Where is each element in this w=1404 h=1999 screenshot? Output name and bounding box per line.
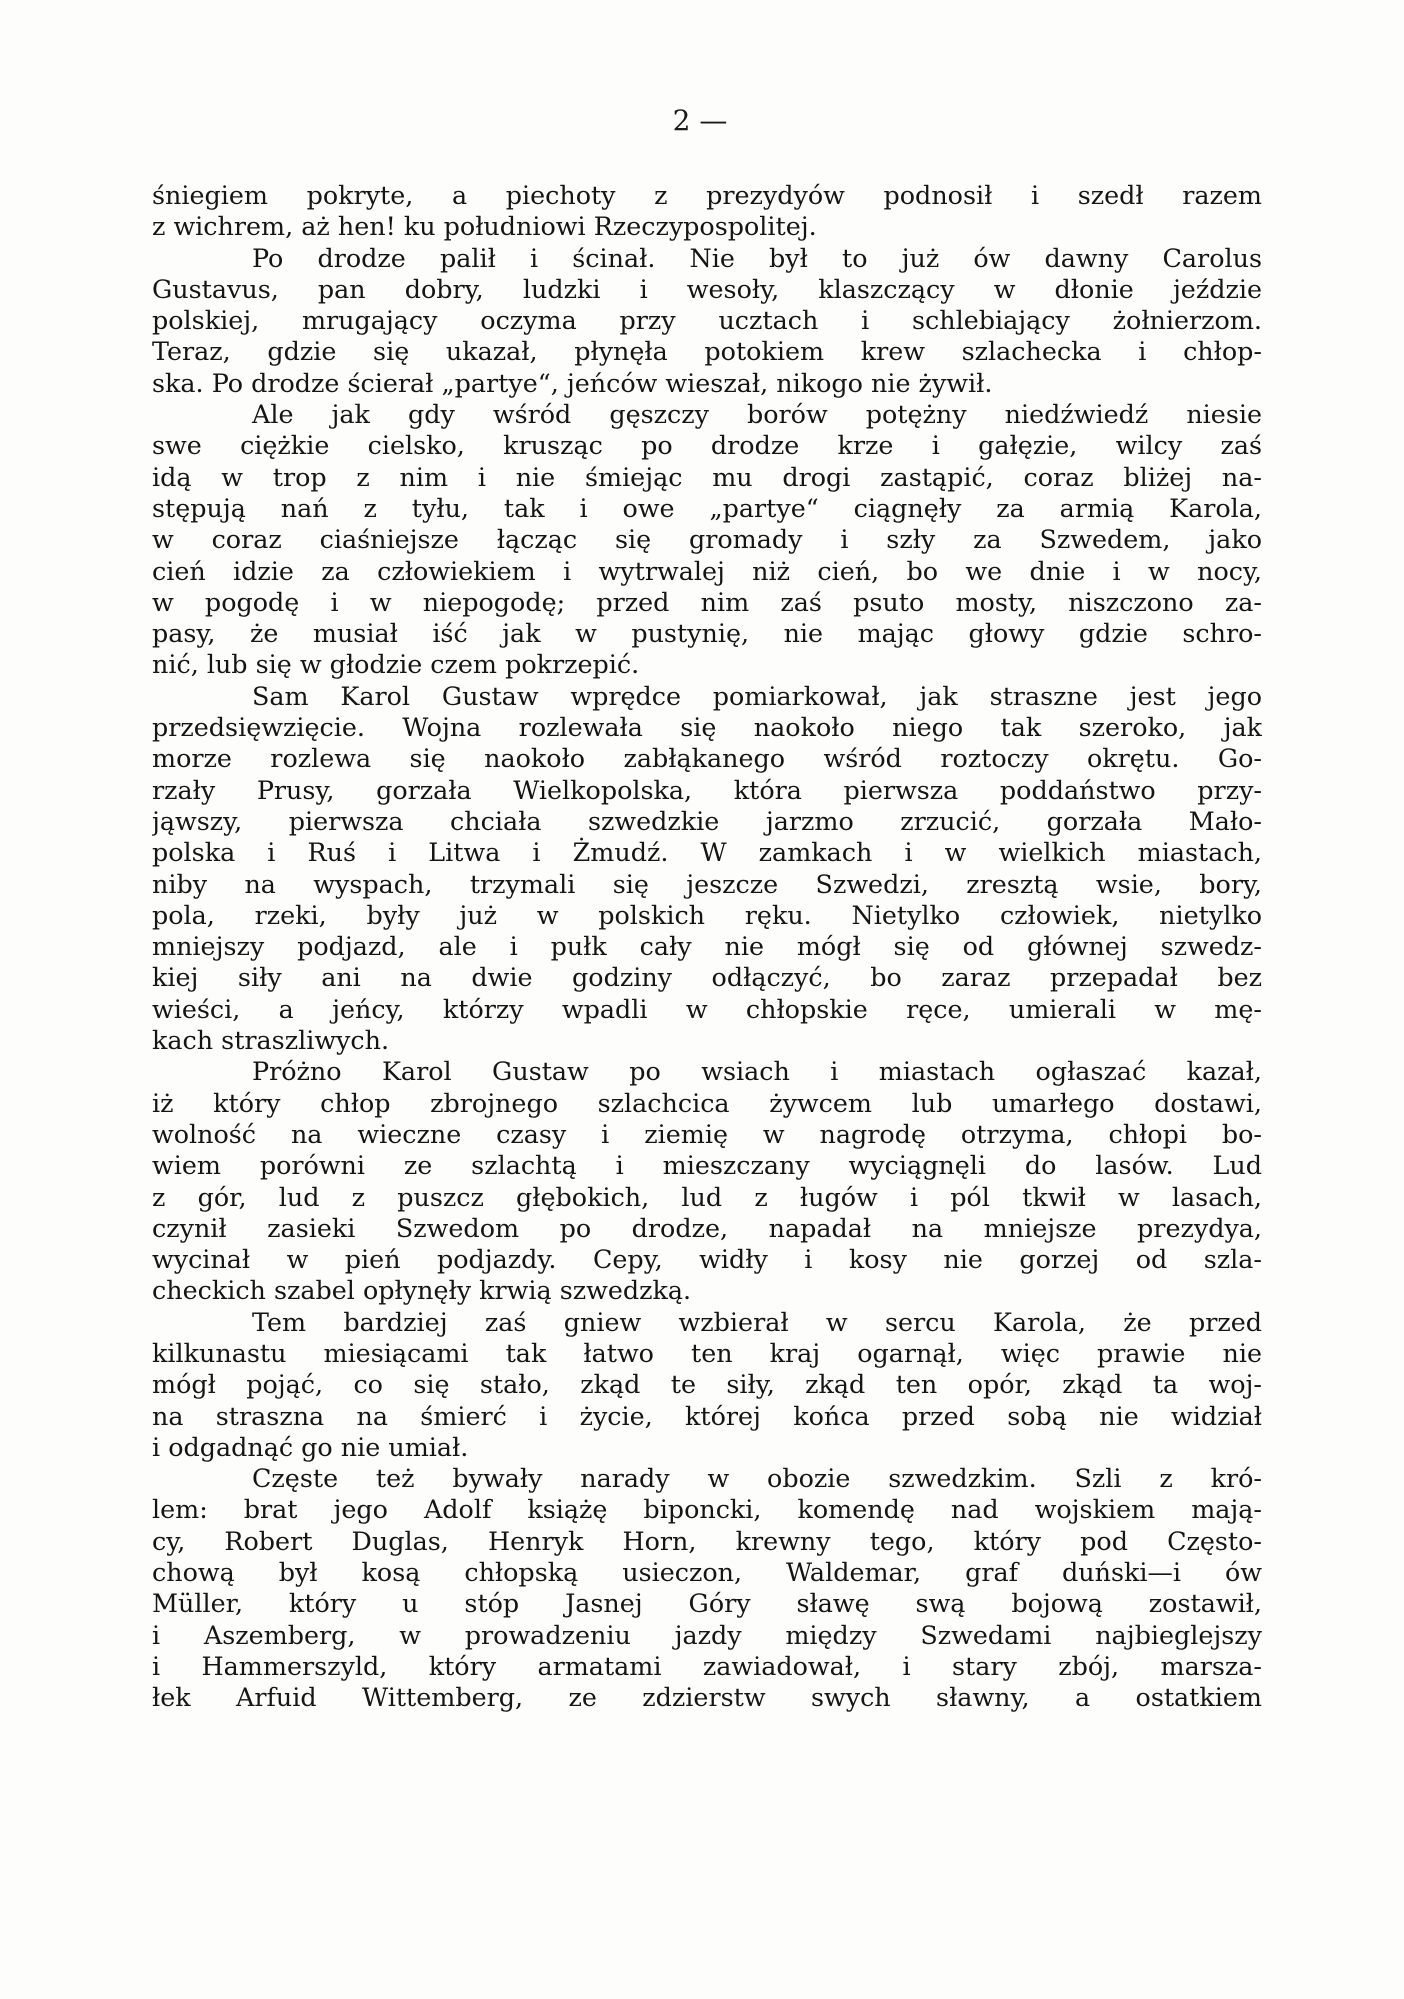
text-line: Częste też bywały narady w obozie szwedzkim. Szli z kró- (252, 1463, 1262, 1494)
text-line: jąwszy, pierwsza chciała szwedzkie jarzmo zrzucić, gorzała Mało- (152, 805, 1262, 836)
text-line: kach straszliwych. (152, 1025, 390, 1056)
text-line: swe ciężkie cielsko, krusząc po drodze krze i gałęzie, wilcy zaś (152, 430, 1262, 461)
body-text (152, 180, 1262, 1714)
page-number: 2 — (672, 104, 728, 137)
text-line: morze rozlewa się naokoło zabłąkanego wśród roztoczy okrętu. Go- (152, 743, 1262, 774)
text-line: łek Arfuid Wittemberg, ze zdzierstw swych sławny, a ostatkiem (152, 1682, 1262, 1713)
text-line: Ale jak gdy wśród gęszczy borów potężny niedźwiedź niesie (252, 399, 1262, 430)
text-line: Po drodze palił i ścinał. Nie był to już ów dawny Carolus (252, 242, 1262, 273)
text-line: w coraz ciaśniejsze łącząc się gromady i szły za Szwedem, jako (152, 524, 1262, 555)
text-line: Sam Karol Gustaw wprędce pomiarkował, jak straszne jest jego (252, 680, 1262, 711)
text-line: wycinał w pień podjazdy. Cepy, widły i kosy nie gorzej od szla- (152, 1244, 1262, 1275)
text-line: chową był kosą chłopską usieczon, Waldemar, graf duński—i ów (152, 1557, 1262, 1588)
text-line: stępują nań z tyłu, tak i owe „partye“ ciągnęły za armią Karola, (152, 492, 1262, 523)
text-line: cy, Robert Duglas, Henryk Horn, krewny tego, który pod Często- (152, 1525, 1262, 1556)
text-line: czynił zasieki Szwedom po drodze, napadał na mniejsze prezydya, (152, 1212, 1262, 1243)
text-line: Gustavus, pan dobry, ludzki i wesoły, klaszczący w dłonie jeździe (152, 273, 1262, 304)
text-line: polskiej, mrugający oczyma przy ucztach i schlebiający żołnierzom. (152, 305, 1262, 336)
text-line: i odgadnąć go nie umiał. (152, 1431, 469, 1462)
text-line: wiem porówni ze szlachtą i mieszczany wyciągnęli do lasów. Lud (152, 1150, 1262, 1181)
text-line: śniegiem pokryte, a piechoty z prezydyów podnosił i szedł razem (152, 180, 1262, 210)
text-line: ska. Po drodze ścierał „partye“, jeńców wieszał, nikogo nie żywił. (152, 367, 993, 398)
text-line: i Hammerszyld, który armatami zawiadował, i stary zbój, marsza- (152, 1650, 1262, 1681)
text-line: kilkunastu miesiącami tak łatwo ten kraj ogarnął, więc prawie nie (152, 1337, 1262, 1368)
text-line: checkich szabel opłynęły krwią szwedzką. (152, 1275, 692, 1306)
text-line: iż który chłop zbrojnego szlachcica żywcem lub umarłego dostawi, (152, 1087, 1262, 1118)
text-line: idą w trop z nim i nie śmiejąc mu drogi zastąpić, coraz bliżej na- (152, 461, 1262, 492)
text-line: pola, rzeki, były już w polskich ręku. Nietylko człowiek, nietylko (152, 899, 1262, 930)
text-line: wieści, a jeńcy, którzy wpadli w chłopskie ręce, umierali w mę- (152, 993, 1262, 1024)
text-line: z gór, lud z puszcz głębokich, lud z ługów i pól tkwił w lasach, (152, 1181, 1262, 1212)
text-line: Teraz, gdzie się ukazał, płynęła potokiem krew szlachecka i chłop- (152, 336, 1262, 367)
text-line: Tem bardziej zaś gniew wzbierał w sercu Karola, że przed (252, 1306, 1262, 1337)
text-line: niby na wyspach, trzymali się jeszcze Szwedzi, zresztą wsie, bory, (152, 868, 1262, 899)
text-line: kiej siły ani na dwie godziny odłączyć, bo zaraz przepadał bez (152, 962, 1262, 993)
text-line: polska i Ruś i Litwa i Żmudź. W zamkach i w wielkich miastach, (152, 837, 1262, 868)
text-line: w pogodę i w niepogodę; przed nim zaś psuto mosty, niszczono za- (152, 586, 1262, 617)
text-line: Müller, który u stóp Jasnej Góry sławę swą bojową zostawił, (152, 1588, 1262, 1619)
text-line: wolność na wieczne czasy i ziemię w nagrodę otrzyma, chłopi bo- (152, 1118, 1262, 1149)
text-line: i Aszemberg, w prowadzeniu jazdy między Szwedami najbieglejszy (152, 1619, 1262, 1650)
text-line: na straszna na śmierć i życie, której końca przed sobą nie widział (152, 1400, 1262, 1431)
text-line: rzały Prusy, gorzała Wielkopolska, która pierwsza poddaństwo przy- (152, 774, 1262, 805)
text-line: pasy, że musiał iść jak w pustynię, nie mając głowy gdzie schro- (152, 618, 1262, 649)
text-line: mniejszy podjazd, ale i pułk cały nie mógł się od głównej szwedz- (152, 931, 1262, 962)
text-line: z wichrem, aż hen! ku południowi Rzeczypospolitej. (152, 211, 817, 242)
text-line: cień idzie za człowiekiem i wytrwalej niż cień, bo we dnie i w nocy, (152, 555, 1262, 586)
text-line: lem: brat jego Adolf książę biponcki, komendę nad wojskiem mają- (152, 1494, 1262, 1525)
text-line: nić, lub się w głodzie czem pokrzepić. (152, 649, 640, 680)
text-line: przedsięwzięcie. Wojna rozlewała się naokoło niego tak szeroko, jak (152, 712, 1262, 743)
text-line: Próżno Karol Gustaw po wsiach i miastach ogłaszać kazał, (252, 1056, 1262, 1087)
text-line: mógł pojąć, co się stało, zkąd te siły, zkąd ten opór, zkąd ta woj- (152, 1369, 1262, 1400)
